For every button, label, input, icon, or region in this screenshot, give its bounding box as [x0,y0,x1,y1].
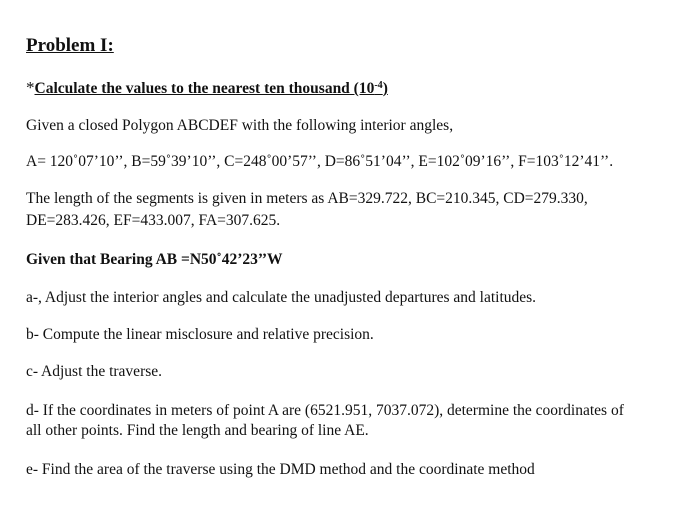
problem-title: Problem I: [26,35,114,56]
question-b: b- Compute the linear misclosure and relative precision. [26,326,374,343]
question-d-line-1: d- If the coordinates in meters of point A are (6521.951, 7037.072), determine the coordinates of [26,402,624,419]
question-a: a-, Adjust the interior angles and calculate the unadjusted departures and latitudes. [26,289,537,306]
given-polygon-text: Given a closed Polygon ABCDEF with the following interior angles, [26,117,454,134]
instruction-text-group [35,80,388,97]
interior-angles-text: A= 120˚07’10’’, B=59˚39’10’’, C=248˚00’57’’, D=86˚51’04’’, E=102˚09’16’’, F=103˚12’41’’. [26,153,614,170]
bearing-text: Given that Bearing AB =N50˚42’23’’W [26,251,283,268]
instruction-exponent: -4 [374,80,383,91]
instruction-line [26,78,388,99]
instruction-close: ) [382,80,388,97]
question-d-line-2: all other points. Find the length and bearing of line AE. [26,422,369,439]
segment-lengths-line-2: DE=283.426, EF=433.007, FA=307.625. [26,212,281,229]
segment-lengths-line-1: The length of the segments is given in meters as AB=329.722, BC=210.345, CD=279.330, [26,190,588,207]
instruction-star: * [26,78,35,97]
question-c: c- Adjust the traverse. [26,363,163,380]
question-e: e- Find the area of the traverse using the DMD method and the coordinate method [26,461,535,478]
instruction-text: Calculate the values to the nearest ten thousand (10 [34,80,375,97]
